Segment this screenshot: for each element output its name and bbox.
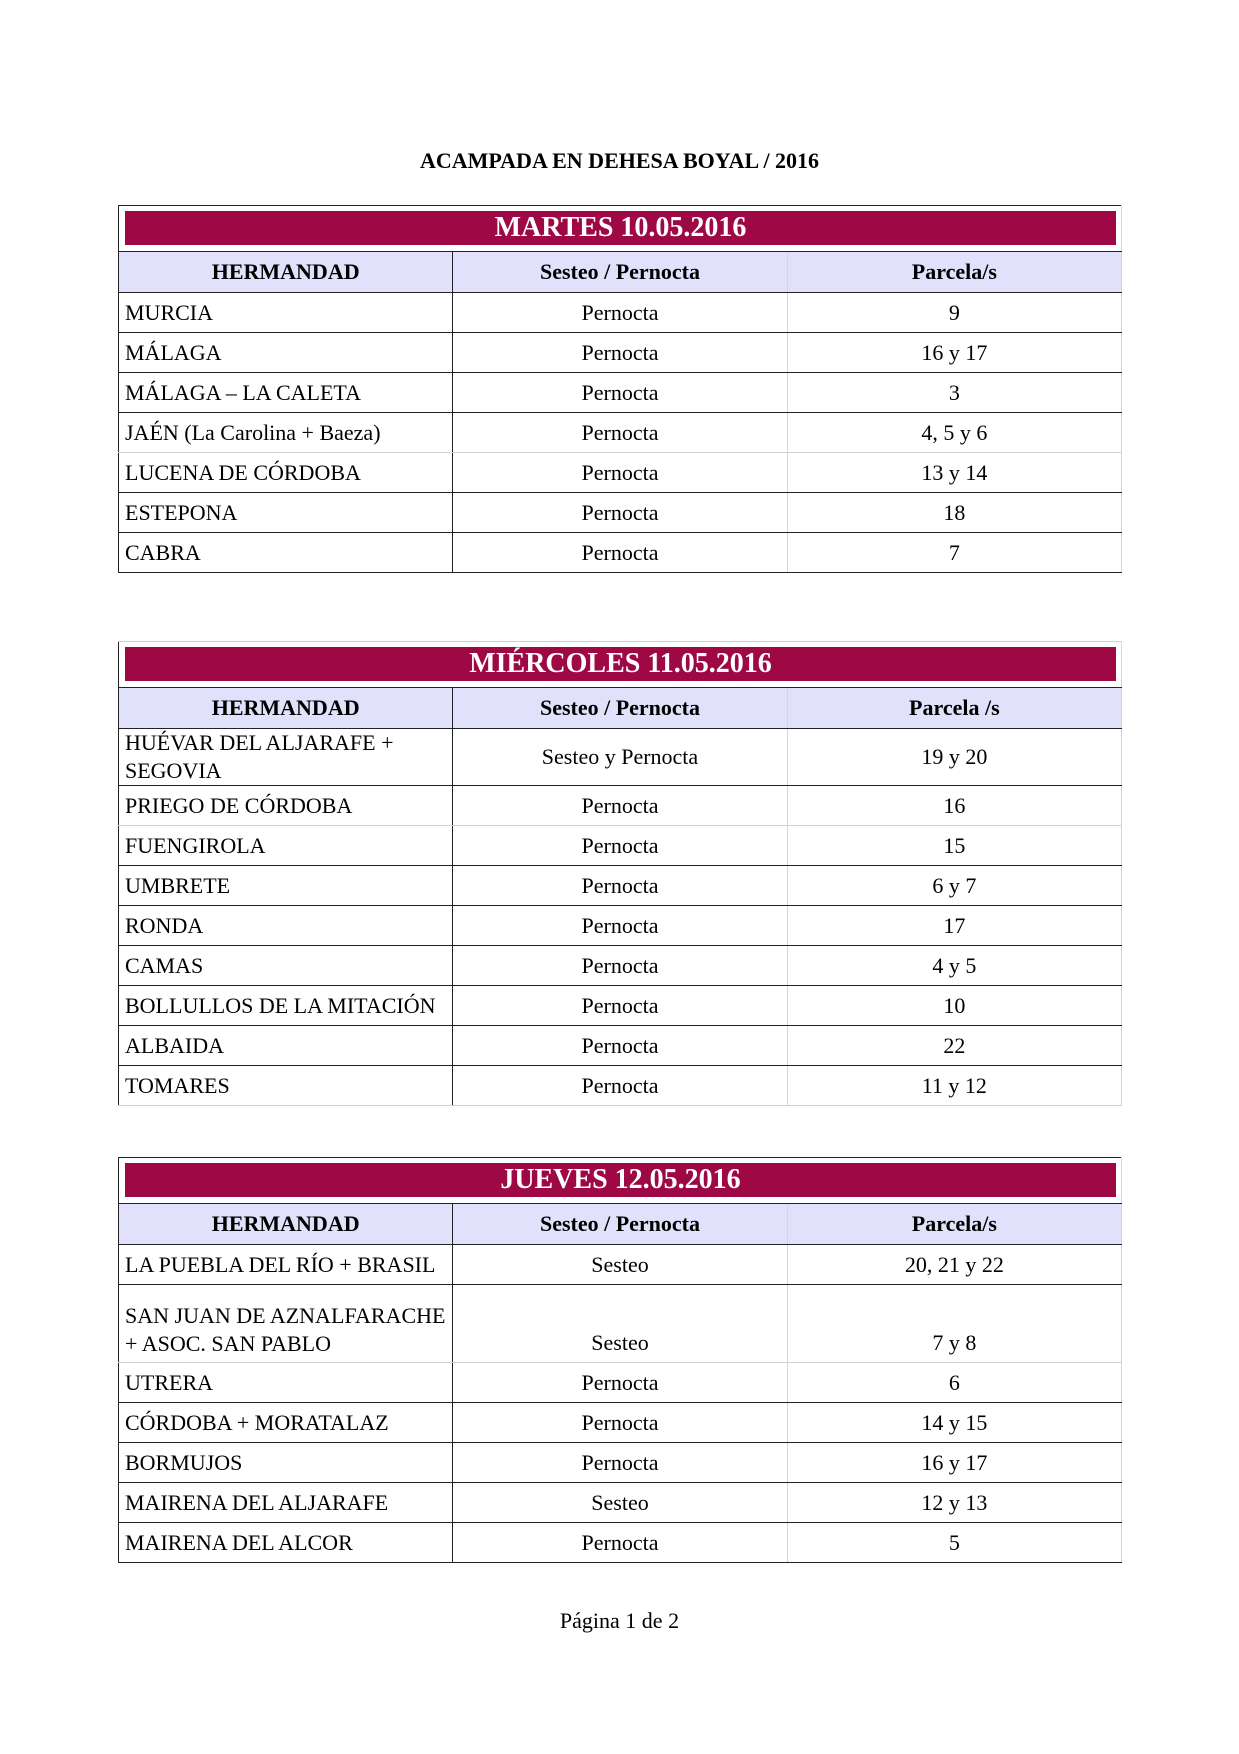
tipo-cell: Pernocta — [453, 1363, 787, 1403]
parcela-cell: 16 y 17 — [787, 333, 1121, 373]
header-row — [119, 252, 1122, 293]
tipo-cell: Pernocta — [453, 826, 787, 866]
parcela-cell: 5 — [787, 1523, 1121, 1563]
table-row — [119, 906, 1122, 946]
table-row — [119, 946, 1122, 986]
day-banner: MARTES 10.05.2016 — [125, 211, 1116, 245]
hermandad-cell: MAIRENA DEL ALCOR — [119, 1523, 453, 1563]
table-row — [119, 373, 1122, 413]
day-table-martes — [118, 205, 1122, 573]
hermandad-cell: CABRA — [119, 533, 453, 573]
tipo-cell: Pernocta — [453, 533, 787, 573]
parcela-cell: 11 y 12 — [787, 1066, 1121, 1106]
hermandad-cell: FUENGIROLA — [119, 826, 453, 866]
header-row — [119, 1204, 1122, 1245]
column-header-tipo: Sesteo / Pernocta — [453, 688, 787, 729]
hermandad-cell: MÁLAGA – LA CALETA — [119, 373, 453, 413]
column-header-hermandad: HERMANDAD — [119, 252, 453, 293]
tipo-cell: Pernocta — [453, 986, 787, 1026]
table-row — [119, 1403, 1122, 1443]
parcela-cell: 20, 21 y 22 — [787, 1245, 1121, 1285]
column-header-hermandad: HERMANDAD — [119, 688, 453, 729]
tipo-cell: Pernocta — [453, 333, 787, 373]
tipo-cell: Pernocta — [453, 786, 787, 826]
table-row — [119, 1363, 1122, 1403]
parcela-cell: 12 y 13 — [787, 1483, 1121, 1523]
hermandad-cell: ALBAIDA — [119, 1026, 453, 1066]
parcela-cell: 9 — [787, 293, 1121, 333]
tipo-cell: Pernocta — [453, 493, 787, 533]
table-row — [119, 826, 1122, 866]
tipo-cell: Pernocta — [453, 1523, 787, 1563]
parcela-cell: 19 y 20 — [787, 729, 1121, 786]
parcela-cell: 14 y 15 — [787, 1403, 1121, 1443]
day-banner-row — [119, 206, 1122, 252]
hermandad-cell: MURCIA — [119, 293, 453, 333]
tipo-cell: Pernocta — [453, 453, 787, 493]
tipo-cell: Sesteo y Pernocta — [453, 729, 787, 786]
day-banner-row — [119, 642, 1122, 688]
hermandad-cell: HUÉVAR DEL ALJARAFE + SEGOVIA — [119, 729, 453, 786]
column-header-parcela: Parcela /s — [787, 688, 1121, 729]
column-header-parcela: Parcela/s — [787, 1204, 1121, 1245]
parcela-cell: 7 — [787, 533, 1121, 573]
hermandad-cell: MÁLAGA — [119, 333, 453, 373]
hermandad-cell: UMBRETE — [119, 866, 453, 906]
parcela-cell: 6 y 7 — [787, 866, 1121, 906]
hermandad-cell: JAÉN (La Carolina + Baeza) — [119, 413, 453, 453]
parcela-cell: 16 y 17 — [787, 1443, 1121, 1483]
tipo-cell: Sesteo — [453, 1285, 787, 1363]
tipo-cell: Pernocta — [453, 1026, 787, 1066]
table-row — [119, 1285, 1122, 1363]
parcela-cell: 4, 5 y 6 — [787, 413, 1121, 453]
hermandad-cell: ESTEPONA — [119, 493, 453, 533]
table-row — [119, 729, 1122, 786]
day-banner-row — [119, 1158, 1122, 1204]
parcela-cell: 22 — [787, 1026, 1121, 1066]
table-row — [119, 493, 1122, 533]
hermandad-cell: CAMAS — [119, 946, 453, 986]
table-row — [119, 533, 1122, 573]
table-row — [119, 333, 1122, 373]
parcela-cell: 6 — [787, 1363, 1121, 1403]
hermandad-cell: CÓRDOBA + MORATALAZ — [119, 1403, 453, 1443]
hermandad-cell: RONDA — [119, 906, 453, 946]
hermandad-cell: PRIEGO DE CÓRDOBA — [119, 786, 453, 826]
table-row — [119, 1026, 1122, 1066]
tipo-cell: Pernocta — [453, 1066, 787, 1106]
hermandad-cell: LUCENA DE CÓRDOBA — [119, 453, 453, 493]
table-row — [119, 1066, 1122, 1106]
hermandad-cell: BORMUJOS — [119, 1443, 453, 1483]
tipo-cell: Pernocta — [453, 866, 787, 906]
hermandad-cell: LA PUEBLA DEL RÍO + BRASIL — [119, 1245, 453, 1285]
column-header-parcela: Parcela/s — [787, 252, 1121, 293]
hermandad-cell: BOLLULLOS DE LA MITACIÓN — [119, 986, 453, 1026]
tipo-cell: Pernocta — [453, 413, 787, 453]
parcela-cell: 10 — [787, 986, 1121, 1026]
table-row — [119, 1483, 1122, 1523]
tipo-cell: Pernocta — [453, 906, 787, 946]
parcela-cell: 17 — [787, 906, 1121, 946]
column-header-tipo: Sesteo / Pernocta — [453, 1204, 787, 1245]
day-banner: JUEVES 12.05.2016 — [125, 1163, 1116, 1197]
tipo-cell: Pernocta — [453, 293, 787, 333]
header-row — [119, 688, 1122, 729]
day-table-miercoles — [118, 641, 1122, 1106]
hermandad-cell: SAN JUAN DE AZNALFARACHE + ASOC. SAN PABLO — [119, 1285, 453, 1363]
tipo-cell: Sesteo — [453, 1483, 787, 1523]
tipo-cell: Pernocta — [453, 373, 787, 413]
hermandad-cell: MAIRENA DEL ALJARAFE — [119, 1483, 453, 1523]
table-row — [119, 1245, 1122, 1285]
parcela-cell: 7 y 8 — [787, 1285, 1121, 1363]
day-table-jueves — [118, 1157, 1122, 1563]
parcela-cell: 3 — [787, 373, 1121, 413]
document-title: ACAMPADA EN DEHESA BOYAL / 2016 — [419, 148, 820, 173]
table-row — [119, 293, 1122, 333]
column-header-hermandad: HERMANDAD — [119, 1204, 453, 1245]
parcela-cell: 4 y 5 — [787, 946, 1121, 986]
table-row — [119, 413, 1122, 453]
column-header-tipo: Sesteo / Pernocta — [453, 252, 787, 293]
page-number: Página 1 de 2 — [559, 1608, 680, 1633]
tipo-cell: Pernocta — [453, 1403, 787, 1443]
parcela-cell: 16 — [787, 786, 1121, 826]
parcela-cell: 15 — [787, 826, 1121, 866]
parcela-cell: 13 y 14 — [787, 453, 1121, 493]
table-row — [119, 866, 1122, 906]
table-row — [119, 1523, 1122, 1563]
tipo-cell: Sesteo — [453, 1245, 787, 1285]
parcela-cell: 18 — [787, 493, 1121, 533]
hermandad-cell: TOMARES — [119, 1066, 453, 1106]
tipo-cell: Pernocta — [453, 946, 787, 986]
table-row — [119, 453, 1122, 493]
table-row — [119, 986, 1122, 1026]
day-banner: MIÉRCOLES 11.05.2016 — [125, 647, 1116, 681]
table-row — [119, 786, 1122, 826]
tipo-cell: Pernocta — [453, 1443, 787, 1483]
hermandad-cell: UTRERA — [119, 1363, 453, 1403]
table-row — [119, 1443, 1122, 1483]
